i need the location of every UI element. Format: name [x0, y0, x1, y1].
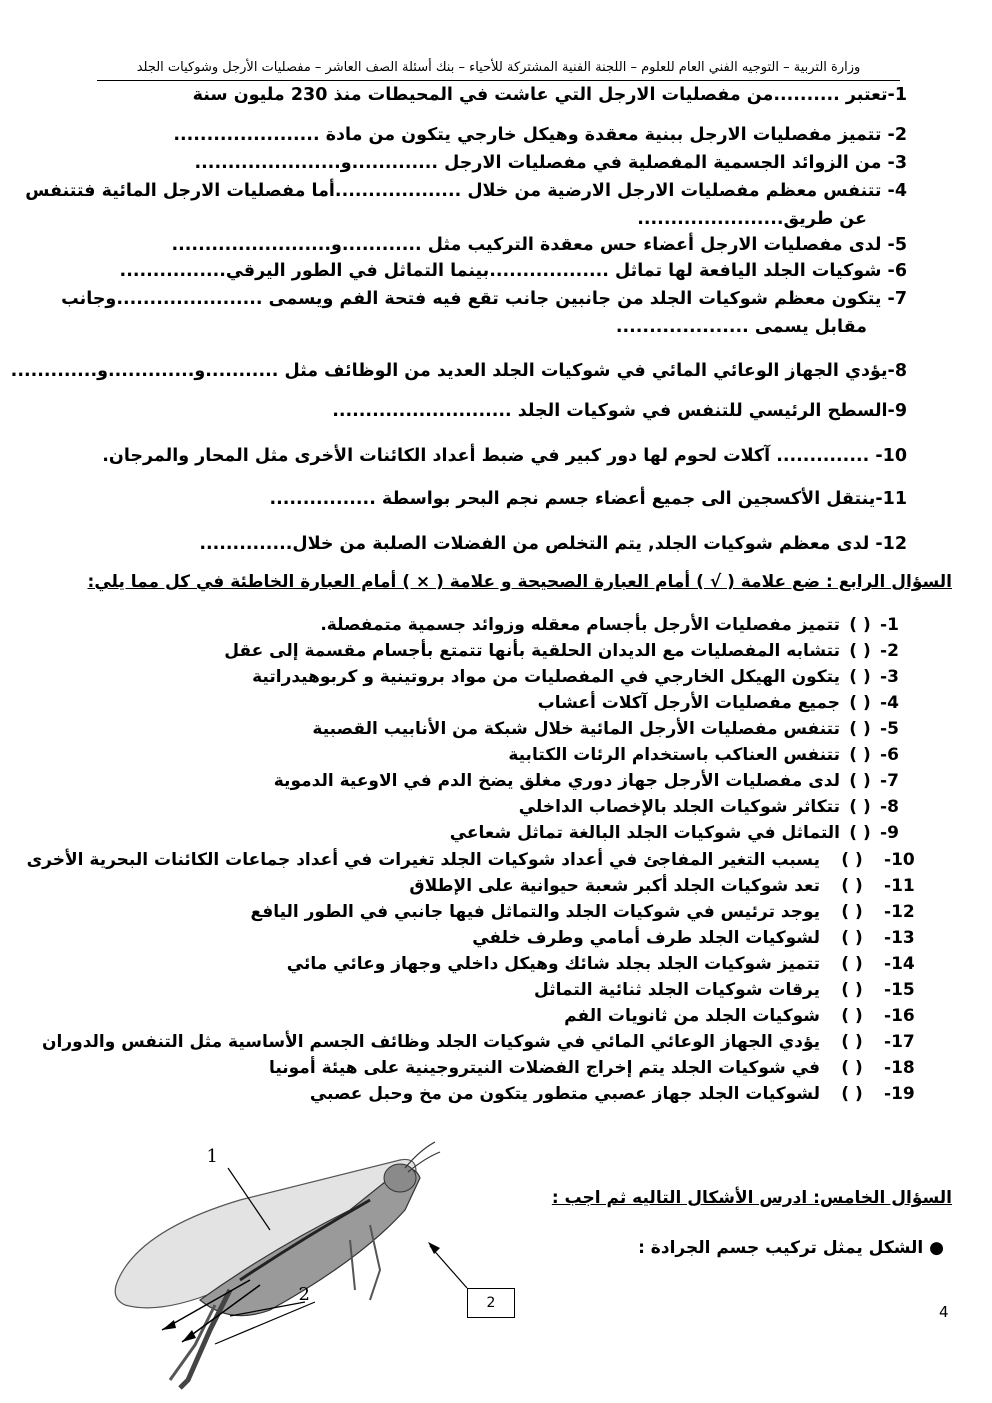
statement-text: يوجد ترئيس في شوكيات الجلد والتماثل فيها جانبي في الطور اليافع [250, 902, 820, 922]
answer-parentheses[interactable]: ( ) [841, 1006, 863, 1026]
item-number: 5- [880, 719, 899, 739]
statement-text: تعد شوكيات الجلد أكبر شعبة حيوانية على الإطلاق [409, 876, 820, 896]
true-false-item [252, 664, 912, 690]
true-false-item [224, 638, 912, 664]
item-number: 8- [880, 797, 899, 817]
box-pointer-head [428, 1242, 440, 1254]
item-number: 19- [884, 1084, 915, 1104]
item-number: 13- [884, 928, 915, 948]
fill-in-item-9: 9-السطح الرئيسي للتنفس في شوكيات الجلد ........................... [332, 401, 907, 421]
true-false-item [269, 1055, 932, 1081]
item-number: 18- [884, 1058, 915, 1078]
fill-in-item-11: 11-ينتقل الأكسجين الى جميع أعضاء جسم نجم البحر بواسطة ................ [269, 489, 907, 509]
answer-parentheses[interactable]: ( ) [841, 1084, 863, 1104]
fill-in-item-8: 8-يؤدي الجهاز الوعائي المائي في شوكيات الجلد العديد من الوظائف مثل ...........و.............و............. [10, 361, 907, 381]
statement-text: شوكيات الجلد من ثانويات الفم [564, 1006, 820, 1026]
statement-text: في شوكيات الجلد يتم إخراج الفضلات النيتروجينية على هيئة أمونيا [268, 1058, 820, 1078]
item-number: 7- [880, 771, 899, 791]
statement-text: جميع مفصليات الأرجل آكلات أعشاب [537, 693, 840, 713]
statement-text: لشوكيات الجلد طرف أمامي وطرف خلفي [472, 928, 820, 948]
item-number: 16- [884, 1006, 915, 1026]
item-number: 11- [884, 876, 915, 896]
question-5-title: السؤال الخامس: ادرس الأشكال التاليه ثم اجب : [551, 1188, 952, 1208]
statement-text: يرقات شوكيات الجلد ثنائية التماثل [534, 980, 820, 1000]
true-false-item [42, 1029, 932, 1055]
statement-text: يسبب التغير المفاجئ في أعداد شوكيات الجلد تغيرات في أعداد جماعات الكائنات البحرية الأخرى [26, 850, 820, 870]
fill-in-item-5: 5- لدى مفصليات الارجل أعضاء حس معقدة التركيب مثل ............و........................ [171, 235, 907, 255]
answer-parentheses[interactable]: ( ) [841, 850, 863, 870]
item-number: 6- [880, 745, 899, 765]
label-box-2: 2 [467, 1288, 515, 1318]
figure-caption: الشكل يمثل تركيب جسم الجرادة : [638, 1238, 924, 1258]
true-false-item [312, 716, 912, 742]
item-number: 10- [884, 850, 915, 870]
answer-parentheses[interactable]: ( ) [841, 928, 863, 948]
page-number: 4 [939, 1303, 949, 1321]
item-number: 14- [884, 954, 915, 974]
true-false-item [534, 977, 932, 1003]
page-header: وزارة التربية – التوجيه الفني العام للعلوم – اللجنة الفنية المشتركة للأحياء – بنك أسئلة الصف العاشر – مفصليات الأرجل وشوكيات الجلد [97, 58, 900, 81]
answer-parentheses[interactable]: ( ) [849, 745, 871, 765]
answer-parentheses[interactable]: ( ) [849, 771, 871, 791]
true-false-item [250, 899, 932, 925]
true-false-item [564, 1003, 932, 1029]
item-number: 1- [880, 615, 899, 635]
arrow-head [162, 1320, 176, 1330]
fill-in-item-6: 6- شوكيات الجلد اليافعة لها تماثل ..................بينما التماثل في الطور اليرقي................ [119, 261, 907, 281]
answer-parentheses[interactable]: ( ) [849, 719, 871, 739]
true-false-item [27, 847, 932, 873]
statement-text: التماثل في شوكيات الجلد البالغة تماثل شعاعي [449, 823, 840, 843]
fill-in-item-10: 10- .............. آكلات لحوم لها دور كبير في ضبط أعداد الكائنات الأخرى مثل المحار والمرجان. [102, 446, 907, 466]
item-number: 17- [884, 1032, 915, 1052]
true-false-item [538, 690, 912, 716]
answer-parentheses[interactable]: ( ) [841, 1058, 863, 1078]
grasshopper-figure [100, 1130, 520, 1390]
fill-in-item-4: 4- تتنفس معظم مفصليات الارجل الارضية من خلال ...................أما مفصليات الارجل المائية فتتنفس [25, 181, 907, 201]
answer-parentheses[interactable]: ( ) [841, 876, 863, 896]
statement-text: تتكاثر شوكيات الجلد بالإخصاب الداخلي [518, 797, 840, 817]
item-number: 4- [880, 693, 899, 713]
true-false-item [519, 794, 912, 820]
answer-parentheses[interactable]: ( ) [841, 954, 863, 974]
item-number: 15- [884, 980, 915, 1000]
answer-parentheses[interactable]: ( ) [841, 980, 863, 1000]
statement-text: تتشابه المفصليات مع الديدان الحلقية بأنها تتمتع بأجسام مقسمة إلى عقل [224, 641, 840, 661]
true-false-item [287, 951, 932, 977]
figure-caption-bullet: ● الشكل يمثل تركيب جسم الجرادة : [638, 1238, 944, 1258]
answer-parentheses[interactable]: ( ) [849, 615, 871, 635]
item-number: 9- [880, 823, 899, 843]
answer-parentheses[interactable]: ( ) [841, 902, 863, 922]
fill-in-item-3: 3- من الزوائد الجسمية المفصلية في مفصليات الارجل .............و...................... [194, 153, 907, 173]
statement-text: لشوكيات الجلد جهاز عصبي متطور يتكون من مخ وحبل عصبي [309, 1084, 820, 1104]
true-false-item [320, 612, 912, 638]
fill-in-item-4-continuation: عن طريق...................... [637, 209, 867, 229]
label-1: 1 [206, 1146, 218, 1167]
arrow-head [182, 1330, 196, 1342]
answer-parentheses[interactable]: ( ) [849, 641, 871, 661]
head-shape [384, 1164, 416, 1192]
answer-parentheses[interactable]: ( ) [849, 693, 871, 713]
answer-parentheses[interactable]: ( ) [849, 797, 871, 817]
question-4-title: السؤال الرابع : ضع علامة ( √ ) أمام العبارة الصحيحة و علامة ( × ) أمام العبارة الخاطئة في كل مما يلي: [87, 572, 952, 592]
answer-parentheses[interactable]: ( ) [849, 667, 871, 687]
true-false-item [274, 768, 912, 794]
fill-in-item-7: 7- يتكون معظم شوكيات الجلد من جانبين جانب تقع فيه فتحة الفم ويسمى ......................وجانب [61, 289, 907, 309]
true-false-item [409, 873, 932, 899]
statement-text: يتكون الهيكل الخارجي في المفصليات من مواد بروتينية و كربوهيدراتية [252, 667, 840, 687]
statement-text: تتنفس العناكب باستخدام الرئات الكتابية [508, 745, 840, 765]
true-false-item [310, 1081, 932, 1107]
true-false-item [508, 742, 912, 768]
statement-text: تتميز شوكيات الجلد بجلد شائك وهيكل داخلي وجهاز وعائي مائي [286, 954, 820, 974]
fill-in-item-1: 1-تعتبر ..........من مفصليات الارجل التي عاشت في المحيطات منذ 230 مليون سنة [192, 85, 907, 105]
statement-text: يؤدي الجهاز الوعائي المائي في شوكيات الجلد وظائف الجسم الأساسية مثل التنفس والدوران [42, 1032, 820, 1052]
answer-parentheses[interactable]: ( ) [849, 823, 871, 843]
true-false-item [472, 925, 932, 951]
answer-parentheses[interactable]: ( ) [841, 1032, 863, 1052]
item-number: 3- [880, 667, 899, 687]
statement-text: تتميز مفصليات الأرجل بأجسام معقله وزوائد جسمية متمفصلة. [320, 615, 840, 635]
label-2: 2 [298, 1284, 310, 1305]
fill-in-item-2: 2- تتميز مفصليات الارجل ببنية معقدة وهيكل خارجي يتكون من مادة ...................... [173, 125, 907, 145]
fill-in-item-12: 12- لدى معظم شوكيات الجلد, يتم التخلص من الفضلات الصلبة من خلال.............. [199, 534, 907, 554]
item-number: 12- [884, 902, 915, 922]
statement-text: تتنفس مفصليات الأرجل المائية خلال شبكة من الأنابيب القصبية [312, 719, 840, 739]
item-number: 2- [880, 641, 899, 661]
fill-in-item-7-continuation: مقابل يسمى .................... [615, 317, 867, 337]
statement-text: لدى مفصليات الأرجل جهاز دوري مغلق يضخ الدم في الاوعية الدموية [273, 771, 840, 791]
true-false-item [450, 820, 912, 846]
